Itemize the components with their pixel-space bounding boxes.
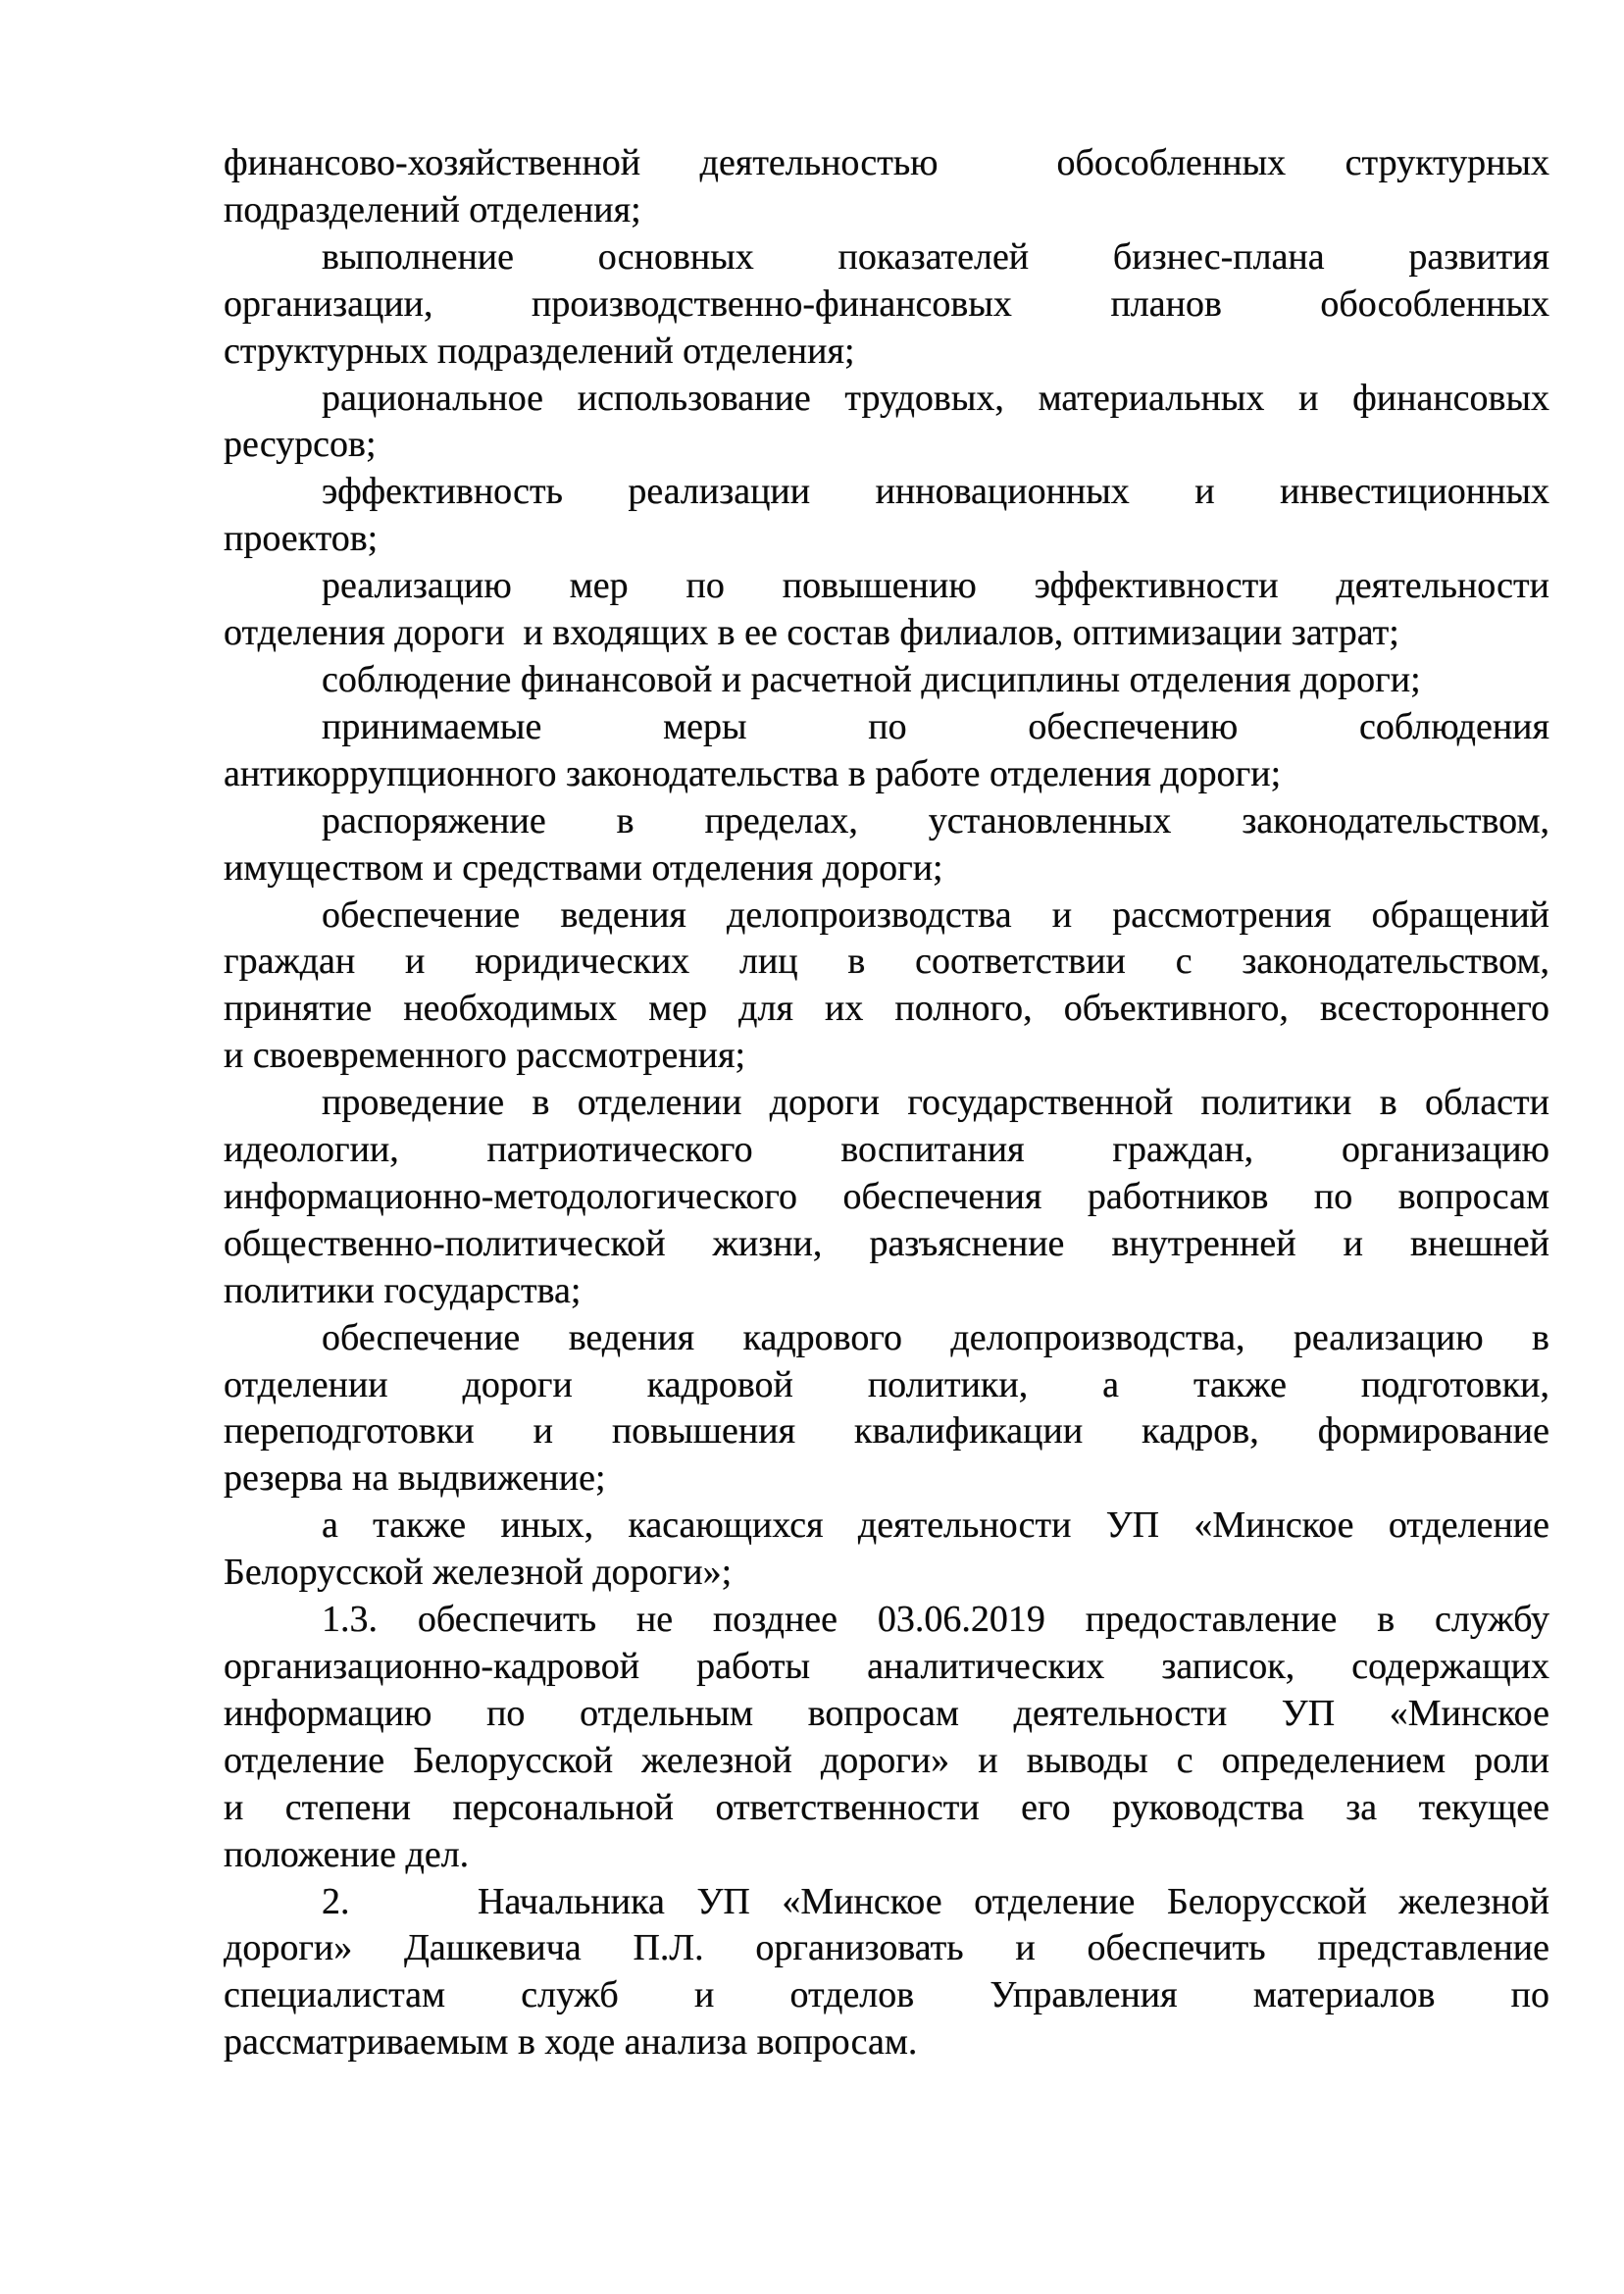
- text-line: положение дел.: [224, 1833, 470, 1875]
- text-line: принимаемые меры по обеспечению соблюдения: [322, 705, 1549, 747]
- paragraph: [224, 1315, 1549, 1504]
- text-line: финансово-хозяйственной деятельностью обособленных структурных: [224, 142, 1549, 183]
- text-line: ресурсов;: [224, 424, 377, 466]
- paragraph: [224, 1879, 1549, 2067]
- paragraph: [224, 469, 1549, 563]
- text-line: информацию по отдельным вопросам деятельности УП «Минское: [224, 1692, 1549, 1734]
- text-line: выполнение основных показателей бизнес-плана развития: [322, 235, 1549, 278]
- text-line: переподготовки и повышения квалификации кадров, формирование: [224, 1410, 1549, 1453]
- paragraph: [224, 1503, 1549, 1597]
- text-line: проектов;: [224, 518, 379, 560]
- paragraph: [224, 798, 1549, 892]
- text-line: информационно-методологического обеспечения работников по вопросам: [224, 1175, 1549, 1217]
- text-line: дороги» Дашкевича П.Л. организовать и обеспечить представление: [224, 1927, 1549, 1969]
- text-line: и своевременного рассмотрения;: [224, 1035, 746, 1077]
- text-line: организационно-кадровой работы аналитических записок, содержащих: [224, 1646, 1549, 1687]
- paragraph: [224, 704, 1549, 798]
- text-line: структурных подразделений отделения;: [224, 330, 855, 372]
- text-line: идеологии, патриотического воспитания граждан, организацию: [224, 1129, 1549, 1171]
- text-line: проведение в отделении дороги государственной политики в области: [322, 1082, 1549, 1124]
- paragraph: [224, 892, 1549, 1081]
- text-line: политики государства;: [224, 1269, 582, 1311]
- text-line: отделения дороги и входящих в ее состав филиалов, оптимизации затрат;: [224, 612, 1399, 654]
- text-line: отделение Белорусской железной дороги» и выводы с определением роли: [224, 1739, 1549, 1781]
- text-line: обеспечение ведения делопроизводства и рассмотрения обращений: [322, 893, 1549, 936]
- text-line: рассматриваемым в ходе анализа вопросам.: [224, 2021, 918, 2064]
- text-block: [224, 140, 1549, 2066]
- paragraph: [224, 1597, 1549, 1878]
- text-line: антикоррупционного законодательства в работе отделения дороги;: [224, 752, 1282, 794]
- text-line: Белорусской железной дороги»;: [224, 1552, 733, 1594]
- text-line: рациональное использование трудовых, материальных и финансовых: [322, 377, 1549, 419]
- text-line: имуществом и средствами отделения дороги;: [224, 846, 943, 889]
- paragraph: [224, 563, 1549, 657]
- text-line: 1.3. обеспечить не позднее 03.06.2019 предоставление в службу: [322, 1599, 1549, 1641]
- paragraph: [224, 1080, 1549, 1315]
- text-line: обеспечение ведения кадрового делопроизводства, реализацию в: [322, 1316, 1549, 1358]
- text-line: отделении дороги кадровой политики, а также подготовки,: [224, 1363, 1549, 1405]
- text-line: подразделений отделения;: [224, 188, 641, 230]
- text-line: эффективность реализации инновационных и инвестиционных: [322, 471, 1549, 513]
- text-line: а также иных, касающихся деятельности УП «Минское отделение: [322, 1504, 1549, 1547]
- text-line: распоряжение в пределах, установленных законодательством,: [322, 799, 1549, 841]
- text-line: и степени персональной ответственности его руководства за текущее: [224, 1786, 1549, 1828]
- text-line: соблюдение финансовой и расчетной дисциплины отделения дороги;: [322, 658, 1421, 700]
- paragraph: [224, 657, 1549, 704]
- paragraph: [224, 234, 1549, 376]
- text-line: специалистам служб и отделов Управления материалов по: [224, 1974, 1549, 2016]
- text-line: общественно-политической жизни, разъяснение внутренней и внешней: [224, 1222, 1549, 1264]
- text-line: реализацию мер по повышению эффективности деятельности: [322, 565, 1549, 607]
- text-line: 2. Начальника УП «Минское отделение Белорусской железной: [322, 1880, 1549, 1922]
- text-line: граждан и юридических лиц в соответствии с законодательством,: [224, 941, 1549, 983]
- paragraph: [224, 140, 1549, 234]
- text-line: организации, производственно-финансовых планов обособленных: [224, 282, 1549, 325]
- text-line: принятие необходимых мер для их полного, объективного, всестороннего: [224, 988, 1549, 1030]
- text-line: резерва на выдвижение;: [224, 1457, 606, 1500]
- paragraph: [224, 376, 1549, 470]
